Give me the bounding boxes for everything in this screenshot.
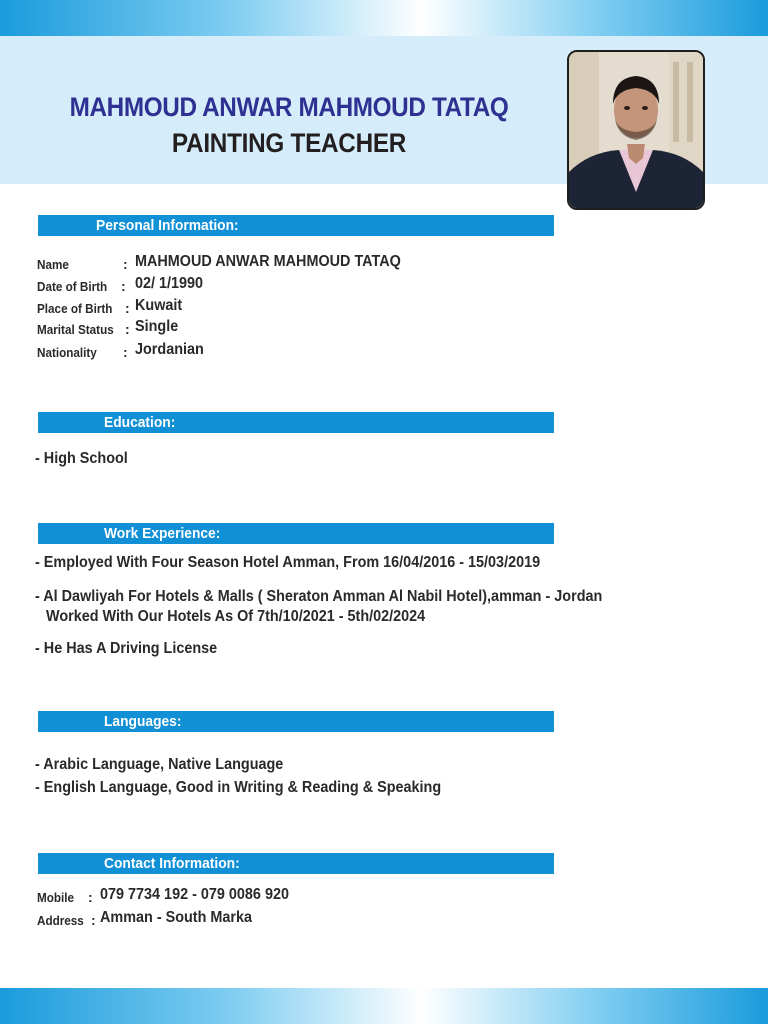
field-label: Address bbox=[37, 913, 84, 928]
education-item: - High School bbox=[35, 450, 128, 467]
contact-info-header bbox=[38, 853, 554, 874]
work-item: - Employed With Four Season Hotel Amman, From 16/04/2016 - 15/03/2019 bbox=[35, 554, 541, 571]
field-colon: : bbox=[125, 321, 130, 337]
field-value: Jordanian bbox=[135, 341, 204, 358]
bottom-decorative-band bbox=[0, 988, 768, 1024]
job-title: PAINTING TEACHER bbox=[171, 128, 407, 158]
field-value: 079 7734 192 - 079 0086 920 bbox=[100, 886, 289, 903]
field-colon: : bbox=[121, 278, 126, 294]
work-experience-header bbox=[38, 523, 554, 544]
personal-info-title: Personal Information: bbox=[96, 217, 239, 234]
candidate-name: MAHMOUD ANWAR MAHMOUD TATAQ bbox=[69, 92, 509, 122]
work-item-continuation: Worked With Our Hotels As Of 7th/10/2021 - 5th/02/2024 bbox=[46, 608, 426, 625]
language-item: - Arabic Language, Native Language bbox=[35, 756, 284, 773]
field-label: Marital Status bbox=[37, 322, 114, 337]
field-colon: : bbox=[125, 300, 130, 316]
field-label: Name bbox=[37, 257, 69, 272]
field-label: Nationality bbox=[37, 345, 97, 360]
field-label: Date of Birth bbox=[37, 279, 108, 294]
field-value: Single bbox=[135, 318, 179, 335]
field-value: 02/ 1/1990 bbox=[135, 275, 204, 292]
field-label: Place of Birth bbox=[37, 301, 113, 316]
languages-title: Languages: bbox=[104, 713, 182, 730]
contact-info-title: Contact Information: bbox=[104, 855, 240, 872]
work-experience-title: Work Experience: bbox=[104, 525, 221, 542]
work-item: - Al Dawliyah For Hotels & Malls ( Sheraton Amman Al Nabil Hotel),amman - Jordan bbox=[35, 588, 603, 605]
field-colon: : bbox=[123, 344, 128, 360]
profile-photo bbox=[567, 50, 705, 210]
field-colon: : bbox=[91, 912, 96, 928]
work-item: - He Has A Driving License bbox=[35, 640, 218, 657]
personal-info-header bbox=[38, 215, 554, 236]
field-value: Amman - South Marka bbox=[100, 909, 253, 926]
top-decorative-band bbox=[0, 0, 768, 36]
education-title: Education: bbox=[104, 414, 176, 431]
field-colon: : bbox=[123, 256, 128, 272]
field-colon: : bbox=[88, 889, 93, 905]
person-portrait-icon bbox=[569, 52, 703, 208]
education-header bbox=[38, 412, 554, 433]
field-value: Kuwait bbox=[135, 297, 183, 314]
field-label: Mobile bbox=[37, 890, 75, 905]
languages-header bbox=[38, 711, 554, 732]
language-item: - English Language, Good in Writing & Reading & Speaking bbox=[35, 779, 442, 796]
field-value: MAHMOUD ANWAR MAHMOUD TATAQ bbox=[135, 253, 401, 270]
